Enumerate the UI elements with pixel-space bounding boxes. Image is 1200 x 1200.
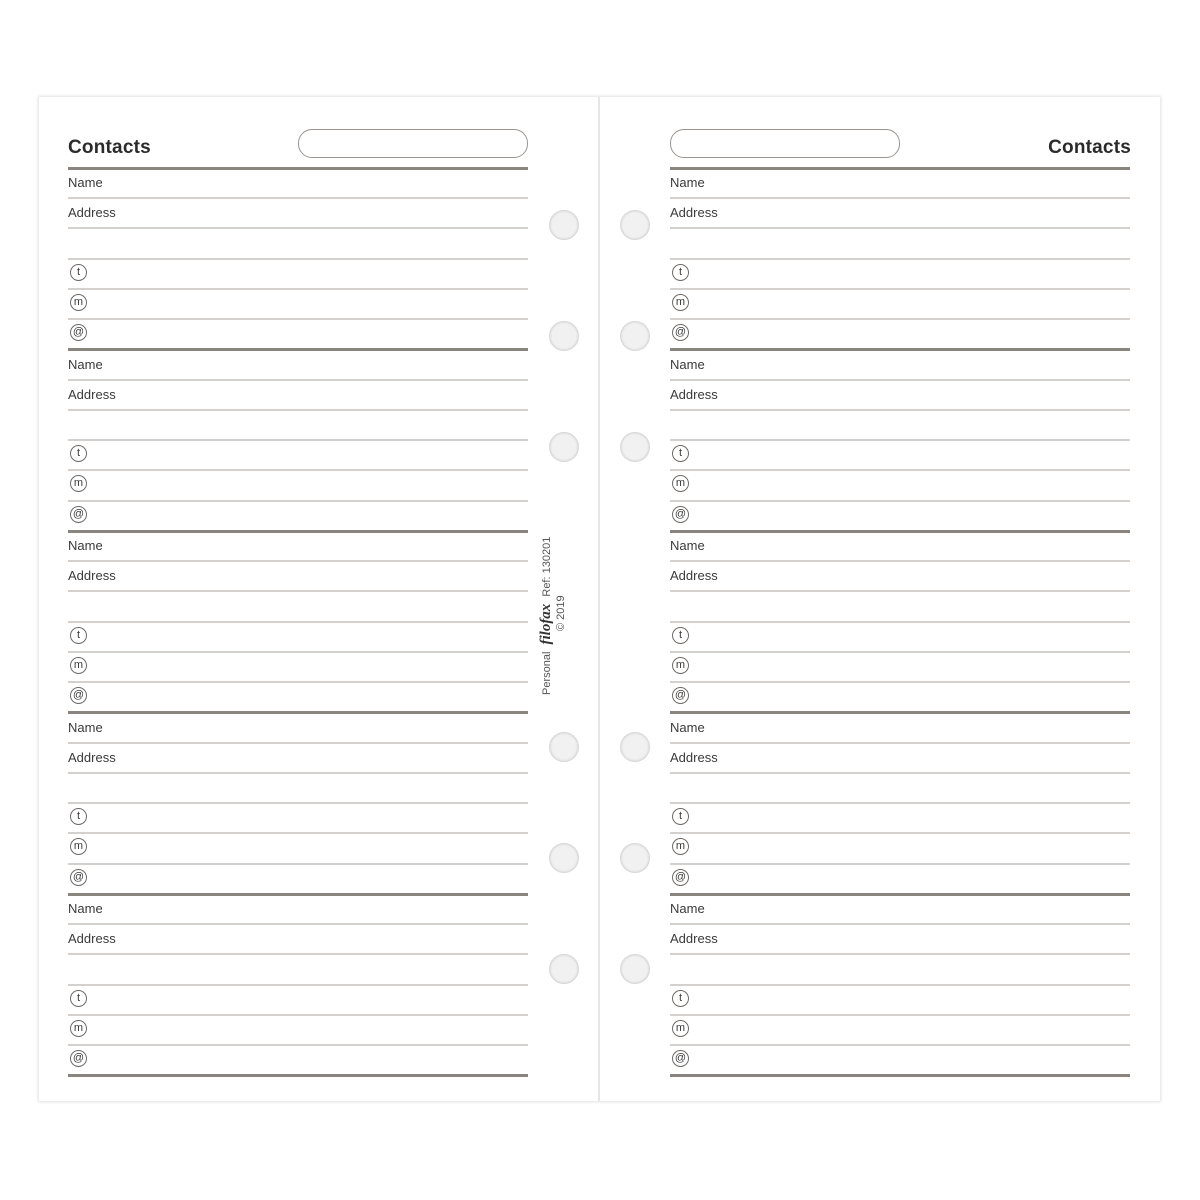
- section-rule: [68, 167, 528, 170]
- writing-line[interactable]: [670, 318, 1130, 320]
- writing-line[interactable]: [670, 651, 1130, 653]
- writing-line[interactable]: [670, 1044, 1130, 1046]
- writing-line[interactable]: [670, 772, 1130, 774]
- email-icon: @: [70, 869, 87, 886]
- writing-line[interactable]: [68, 863, 528, 865]
- punch-hole: [620, 732, 650, 762]
- writing-line[interactable]: [670, 681, 1130, 683]
- punch-hole: [620, 843, 650, 873]
- punch-hole: [620, 210, 650, 240]
- imprint-size: Personal: [541, 651, 553, 695]
- name-label: Name: [68, 175, 103, 190]
- email-icon: @: [70, 687, 87, 704]
- phone-icon: t: [70, 264, 87, 281]
- writing-line[interactable]: [68, 409, 528, 411]
- writing-line[interactable]: [670, 258, 1130, 260]
- writing-line[interactable]: [68, 772, 528, 774]
- writing-line[interactable]: [68, 439, 528, 441]
- mobile-icon: m: [672, 838, 689, 855]
- writing-line[interactable]: [68, 681, 528, 683]
- mobile-icon: m: [70, 1020, 87, 1037]
- writing-line[interactable]: [68, 590, 528, 592]
- mobile-icon: m: [70, 838, 87, 855]
- brand-logo: filofax: [538, 603, 554, 645]
- imprint-ref: Ref: 130201: [541, 536, 553, 597]
- writing-line[interactable]: [670, 863, 1130, 865]
- page-title: Contacts: [68, 137, 151, 158]
- writing-line[interactable]: [68, 379, 528, 381]
- writing-line[interactable]: [68, 288, 528, 290]
- phone-icon: t: [672, 627, 689, 644]
- writing-line[interactable]: [670, 227, 1130, 229]
- section-rule: [670, 711, 1130, 714]
- section-rule: [68, 893, 528, 896]
- punch-hole: [549, 843, 579, 873]
- mobile-icon: m: [70, 657, 87, 674]
- writing-line[interactable]: [68, 258, 528, 260]
- imprint-copyright: © 2019: [555, 595, 567, 631]
- phone-icon: t: [70, 445, 87, 462]
- tab-label-box[interactable]: [670, 129, 900, 158]
- phone-icon: t: [672, 808, 689, 825]
- mobile-icon: m: [70, 294, 87, 311]
- mobile-icon: m: [70, 475, 87, 492]
- punch-hole: [549, 732, 579, 762]
- punch-hole: [620, 321, 650, 351]
- writing-line[interactable]: [68, 500, 528, 502]
- address-label: Address: [670, 386, 718, 402]
- name-label: Name: [670, 538, 705, 553]
- writing-line[interactable]: [68, 802, 528, 804]
- name-label: Name: [68, 538, 103, 553]
- writing-line[interactable]: [670, 621, 1130, 623]
- email-icon: @: [70, 506, 87, 523]
- mobile-icon: m: [672, 1020, 689, 1037]
- writing-line[interactable]: [670, 469, 1130, 471]
- writing-line[interactable]: [68, 197, 528, 199]
- filofax-insert-spread: [39, 97, 1160, 1101]
- punch-hole: [549, 954, 579, 984]
- writing-line[interactable]: [68, 318, 528, 320]
- right-page: [600, 97, 1160, 1101]
- tab-label-box[interactable]: [298, 129, 528, 158]
- punch-hole: [620, 954, 650, 984]
- writing-line[interactable]: [670, 802, 1130, 804]
- writing-line[interactable]: [670, 560, 1130, 562]
- writing-line[interactable]: [670, 742, 1130, 744]
- phone-icon: t: [672, 990, 689, 1007]
- punch-hole: [549, 210, 579, 240]
- section-rule: [670, 893, 1130, 896]
- writing-line[interactable]: [68, 651, 528, 653]
- writing-line[interactable]: [68, 560, 528, 562]
- section-rule: [670, 167, 1130, 170]
- writing-line[interactable]: [670, 923, 1130, 925]
- email-icon: @: [672, 687, 689, 704]
- address-label: Address: [68, 749, 116, 765]
- address-label: Address: [68, 568, 116, 584]
- writing-line[interactable]: [68, 742, 528, 744]
- name-label: Name: [68, 356, 103, 372]
- writing-line[interactable]: [670, 439, 1130, 441]
- email-icon: @: [70, 1050, 87, 1067]
- email-icon: @: [70, 324, 87, 341]
- writing-line[interactable]: [670, 500, 1130, 502]
- left-page: [39, 97, 599, 1101]
- page-title: Contacts: [1048, 137, 1131, 158]
- writing-line[interactable]: [68, 621, 528, 623]
- writing-line[interactable]: [670, 379, 1130, 381]
- writing-line[interactable]: [670, 984, 1130, 986]
- name-label: Name: [670, 356, 705, 372]
- section-rule: [670, 348, 1130, 351]
- phone-icon: t: [672, 264, 689, 281]
- mobile-icon: m: [672, 475, 689, 492]
- punch-hole: [620, 432, 650, 462]
- address-label: Address: [670, 749, 718, 765]
- email-icon: @: [672, 1050, 689, 1067]
- writing-line[interactable]: [670, 409, 1130, 411]
- writing-line[interactable]: [68, 832, 528, 834]
- writing-line[interactable]: [68, 953, 528, 955]
- name-label: Name: [670, 175, 705, 190]
- writing-line[interactable]: [670, 197, 1130, 199]
- writing-line[interactable]: [68, 923, 528, 925]
- writing-line[interactable]: [670, 1014, 1130, 1016]
- address-label: Address: [670, 568, 718, 584]
- name-label: Name: [670, 901, 705, 916]
- address-label: Address: [68, 386, 116, 402]
- punch-hole: [549, 321, 579, 351]
- punch-hole: [549, 432, 579, 462]
- phone-icon: t: [70, 627, 87, 644]
- section-rule: [670, 530, 1130, 533]
- writing-line[interactable]: [670, 288, 1130, 290]
- writing-line[interactable]: [670, 590, 1130, 592]
- writing-line[interactable]: [68, 469, 528, 471]
- section-rule: [68, 1074, 528, 1077]
- address-label: Address: [68, 931, 116, 947]
- writing-line[interactable]: [68, 1044, 528, 1046]
- mobile-icon: m: [672, 657, 689, 674]
- mobile-icon: m: [672, 294, 689, 311]
- address-label: Address: [670, 931, 718, 947]
- name-label: Name: [68, 901, 103, 916]
- phone-icon: t: [70, 808, 87, 825]
- writing-line[interactable]: [68, 227, 528, 229]
- name-label: Name: [68, 719, 103, 735]
- section-rule: [68, 530, 528, 533]
- section-rule: [68, 711, 528, 714]
- email-icon: @: [672, 869, 689, 886]
- address-label: Address: [670, 205, 718, 221]
- email-icon: @: [672, 506, 689, 523]
- writing-line[interactable]: [68, 1014, 528, 1016]
- writing-line[interactable]: [670, 832, 1130, 834]
- name-label: Name: [670, 719, 705, 735]
- writing-line[interactable]: [670, 953, 1130, 955]
- phone-icon: t: [70, 990, 87, 1007]
- address-label: Address: [68, 205, 116, 221]
- phone-icon: t: [672, 445, 689, 462]
- email-icon: @: [672, 324, 689, 341]
- section-rule: [670, 1074, 1130, 1077]
- section-rule: [68, 348, 528, 351]
- writing-line[interactable]: [68, 984, 528, 986]
